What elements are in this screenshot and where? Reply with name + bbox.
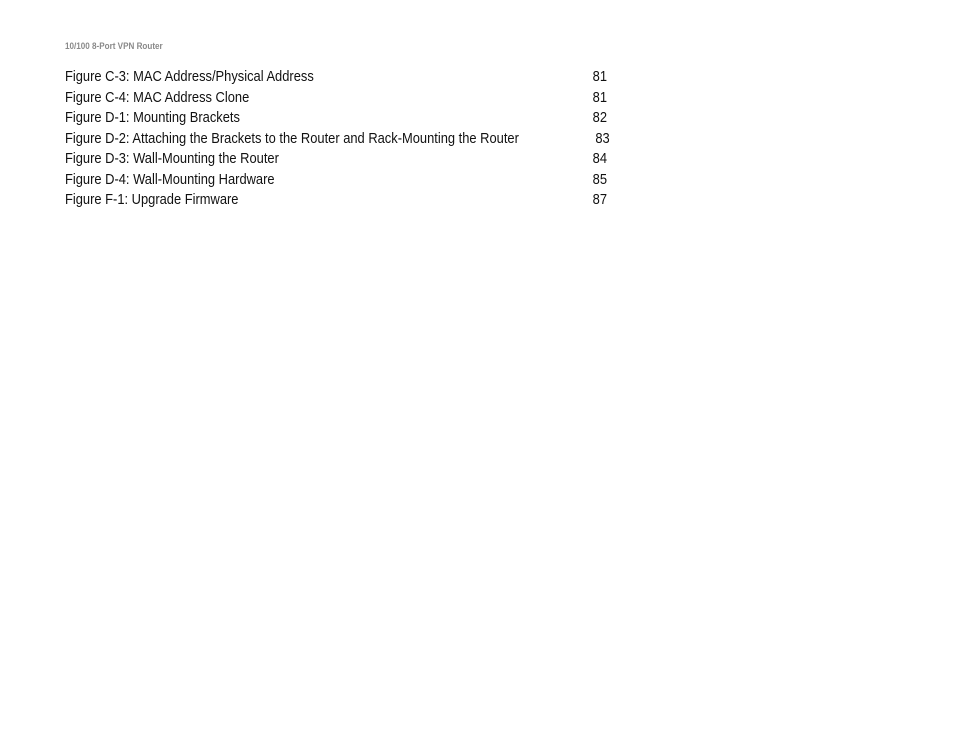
figure-page-number: 84: [592, 150, 607, 167]
figure-page-number: 81: [592, 88, 607, 106]
list-of-figures: [65, 67, 625, 211]
figure-entry: [65, 190, 625, 211]
figure-title: Figure D-4: Wall-Mounting Hardware: [65, 170, 275, 188]
figure-entry: [65, 108, 625, 129]
figure-page-number: 87: [592, 191, 607, 208]
figure-title: Figure D-3: Wall-Mounting the Router: [65, 150, 279, 167]
figure-title: Figure D-2: Attaching the Brackets to the Router and Rack-Mounting the Router: [65, 129, 519, 147]
figure-title: Figure C-4: MAC Address Clone: [65, 88, 250, 106]
figure-entry: [65, 129, 625, 150]
figure-entry: [65, 67, 625, 88]
running-header: 10/100 8-Port VPN Router: [65, 41, 163, 51]
figure-title: Figure F-1: Upgrade Firmware: [65, 191, 239, 208]
figure-page-number: 85: [592, 170, 607, 188]
figure-entry: [65, 88, 625, 109]
figure-entry: [65, 170, 625, 191]
figure-title: Figure D-1: Mounting Brackets: [65, 109, 240, 126]
figure-title: Figure C-3: MAC Address/Physical Address: [65, 68, 314, 85]
figure-page-number: 82: [592, 109, 607, 126]
figure-entry: [65, 149, 625, 170]
figure-page-number: 83: [595, 129, 610, 147]
figure-page-number: 81: [592, 68, 607, 85]
